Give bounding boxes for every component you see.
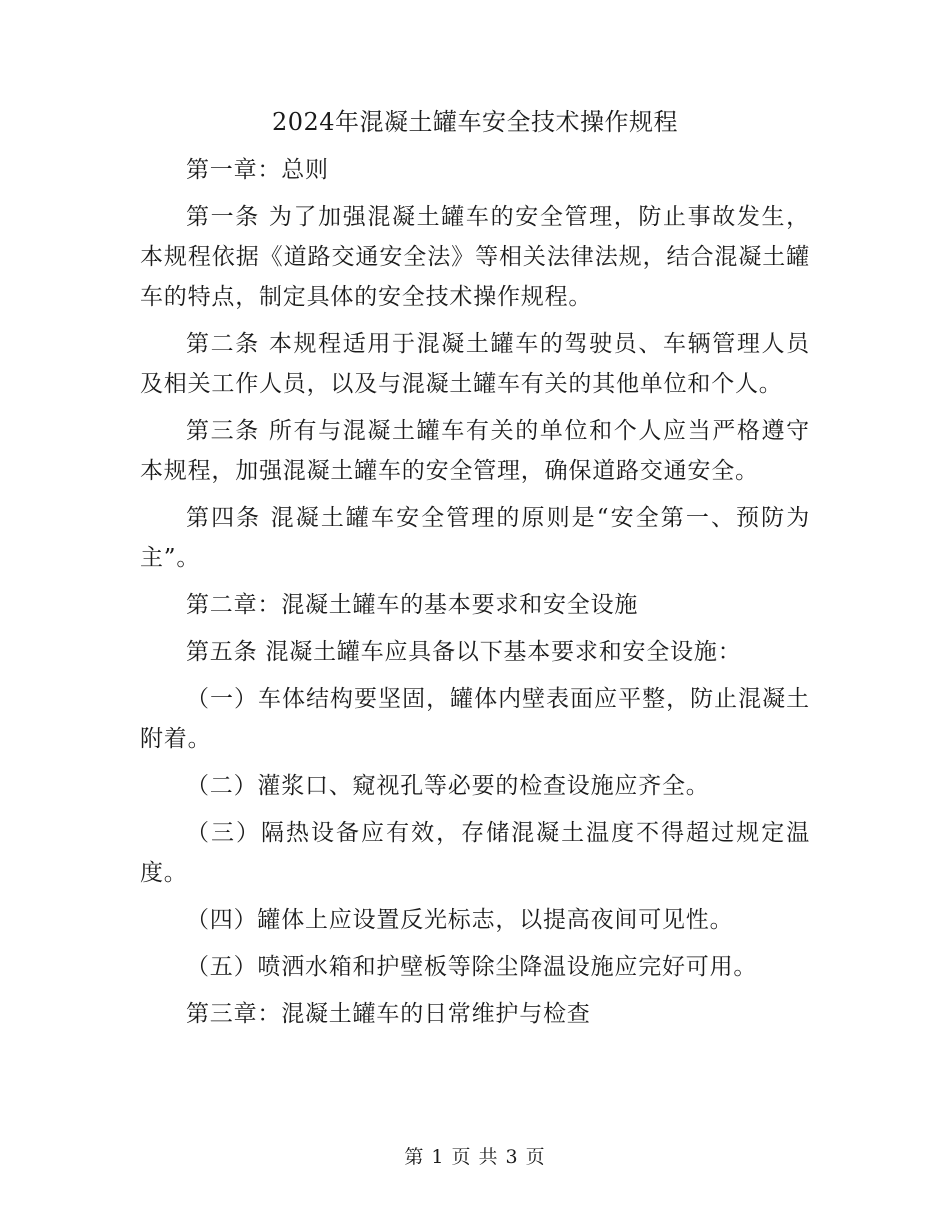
- document-title: 2024年混凝土罐车安全技术操作规程: [271, 108, 679, 136]
- list-item: （一）车体结构要坚固，罐体内壁表面应平整，防止混凝土附着。: [140, 686, 810, 752]
- body-paragraph: 第二条 本规程适用于混凝土罐车的驾驶员、车辆管理人员及相关工作人员，以及与混凝土罐车有关的其他单位和个人。: [140, 331, 810, 397]
- body-paragraph: 第三条 所有与混凝土罐车有关的单位和个人应当严格遵守本规程，加强混凝土罐车的安全管理，确保道路交通安全。: [140, 418, 810, 484]
- body-paragraph: 第四条 混凝土罐车安全管理的原则是“安全第一、预防为主”。: [140, 505, 810, 571]
- chapter-heading: 第三章：混凝土罐车的日常维护与检查: [186, 1001, 591, 1027]
- chapter-heading: 第二章：混凝土罐车的基本要求和安全设施: [186, 592, 639, 618]
- list-item: （五）喷洒水箱和护壁板等除尘降温设施应完好可用。: [186, 954, 758, 980]
- list-item: （四）罐体上应设置反光标志，以提高夜间可见性。: [186, 907, 734, 933]
- list-item: （三）隔热设备应有效，存储混凝土温度不得超过规定温度。: [140, 820, 810, 886]
- body-paragraph: 第五条 混凝土罐车应具备以下基本要求和安全设施：: [186, 639, 742, 665]
- chapter-heading: 第一章：总则: [186, 157, 329, 183]
- list-item: （二）灌浆口、窥视孔等必要的检查设施应齐全。: [186, 773, 710, 799]
- document-body: [140, 150, 810, 1041]
- page-number-footer: 第 1 页 共 3 页: [404, 1146, 546, 1168]
- body-paragraph: 第一条 为了加强混凝土罐车的安全管理，防止事故发生，本规程依据《道路交通安全法》等相关法律法规，结合混凝土罐车的特点，制定具体的安全技术操作规程。: [140, 204, 810, 310]
